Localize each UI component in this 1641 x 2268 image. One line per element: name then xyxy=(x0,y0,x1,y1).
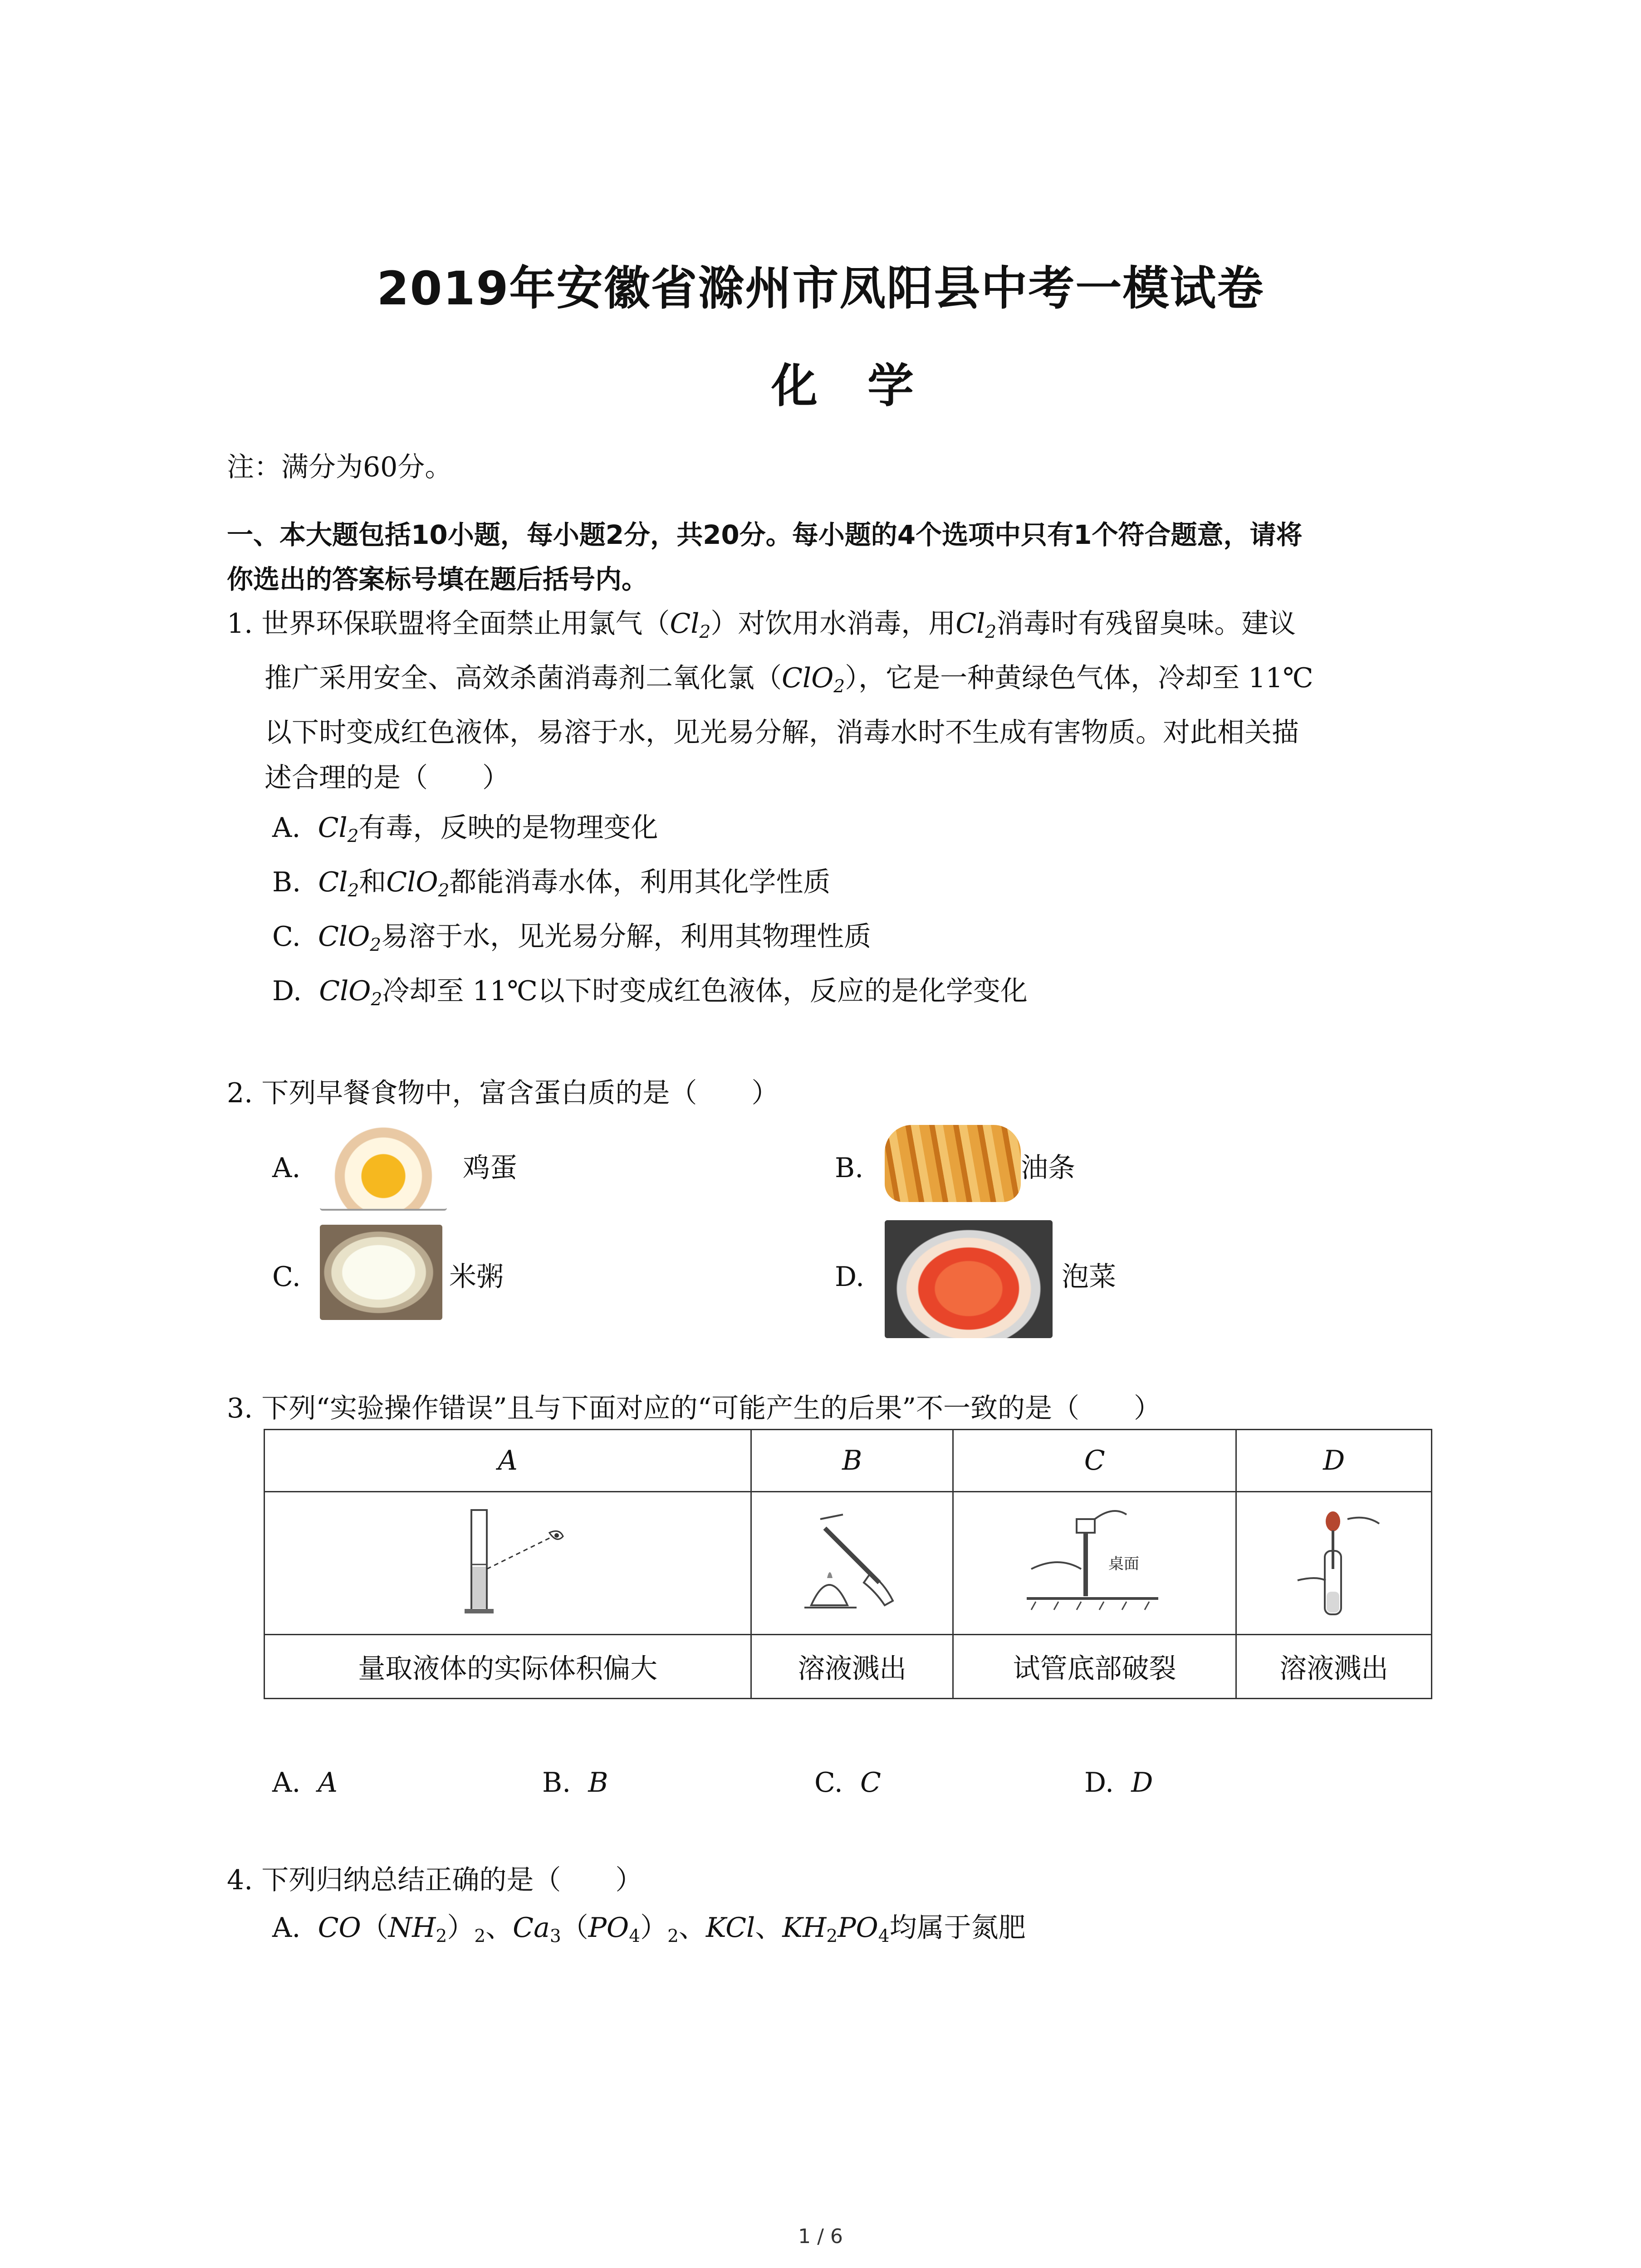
desk-label: 桌面 xyxy=(1108,1554,1139,1573)
q4-stem: 4. 下列归纳总结正确的是（ ） xyxy=(227,1864,643,1896)
q2-option-b-label: B. xyxy=(835,1152,864,1184)
q2-option-c-label: C. xyxy=(272,1261,301,1293)
consequence-d: 溶液溅出 xyxy=(1236,1635,1432,1699)
page-number: 1 / 6 xyxy=(798,2225,843,2248)
table-picture-row xyxy=(265,1492,1432,1635)
q3-option-b: B. B xyxy=(542,1767,608,1799)
table-header-row xyxy=(265,1430,1432,1492)
chem-formula: ClO$_2$ xyxy=(318,921,382,956)
chem-formula: ClO$_2$ xyxy=(386,866,450,901)
q1-line4: 述合理的是（ ） xyxy=(265,762,509,794)
q1-line3: 以下时变成红色液体，易溶于水，见光易分解，消毒水时不生成有害物质。对此相关描 xyxy=(265,717,1299,748)
kimchi-image xyxy=(885,1220,1053,1338)
q1-option-c: C. ClO$_2$易溶于水，见光易分解，利用其物理性质 xyxy=(272,921,872,956)
chem-formula: $Cl_2$ xyxy=(318,866,359,901)
section1-line2: 你选出的答案标号填在题后括号内。 xyxy=(227,564,648,595)
page-title: 2019年安徽省滁州市凤阳县中考一模试卷 xyxy=(377,262,1264,316)
graduated-cylinder-illustration xyxy=(265,1492,751,1635)
header-a: A xyxy=(265,1430,751,1492)
consequence-a: 量取液体的实际体积偏大 xyxy=(265,1635,751,1699)
header-b: B xyxy=(751,1430,953,1492)
q2-stem: 2. 下列早餐食物中，富含蛋白质的是（ ） xyxy=(227,1077,779,1109)
consequence-b: 溶液溅出 xyxy=(751,1635,953,1699)
tube-on-desk-illustration xyxy=(953,1492,1236,1635)
subject-title: 化学 xyxy=(771,359,964,413)
chem-formula: ClO$_2$ xyxy=(782,662,845,697)
score-note: 注：满分为60分。 xyxy=(227,451,452,483)
q2-option-b-text: 油条 xyxy=(1021,1152,1075,1184)
q3-option-a: A. A xyxy=(272,1767,338,1799)
q2-option-a-label: A. xyxy=(272,1152,301,1184)
q1-line1: 1. 世界环保联盟将全面禁止用氯气$(Cl_2)$对饮用水消毒，用$Cl_2$消毒时有残留臭味。建议 xyxy=(227,608,1296,643)
youtiao-image xyxy=(885,1125,1021,1202)
experiment-table xyxy=(264,1429,1432,1699)
table-consequence-row xyxy=(265,1635,1432,1699)
q1-option-a: A. $Cl_2$有毒，反映的是物理变化 xyxy=(272,812,658,847)
heating-tube-illustration xyxy=(751,1492,953,1635)
header-c: C xyxy=(953,1430,1236,1492)
section1-line1: 一、本大题包括10小题，每小题2分，共20分。每小题的4个选项中只有1个符合题意，请将 xyxy=(227,519,1303,550)
q1-option-d: D. ClO$_2$冷却至 11℃以下时变成红色液体，反应的是化学变化 xyxy=(272,975,1028,1010)
chem-formula: $Cl_2$ xyxy=(955,608,997,643)
consequence-c: 试管底部破裂 xyxy=(953,1635,1236,1699)
q4-option-a: A. $CO(NH_2)_2$、$Ca_3(PO_4)_2$、KCl、$KH_2PO_4$均属于氮肥 xyxy=(272,1912,1026,1947)
q1-option-b: B. $Cl_2$和ClO$_2$都能消毒水体，利用其化学性质 xyxy=(272,866,831,901)
header-d: D xyxy=(1236,1430,1432,1492)
chem-formula: ClO$_2$ xyxy=(319,975,382,1010)
q2-option-d-label: D. xyxy=(835,1261,865,1293)
chem-formula: $Cl_2$ xyxy=(318,812,359,847)
q2-option-a-text: 鸡蛋 xyxy=(463,1152,517,1184)
q2-option-d-text: 泡菜 xyxy=(1062,1261,1116,1293)
chem-formula: $Cl_2$ xyxy=(670,608,711,643)
porridge-image xyxy=(320,1225,442,1320)
q3-option-c: C. C xyxy=(814,1767,881,1799)
q1-line2: 推广采用安全、高效杀菌消毒剂二氧化氯（ClO$_2$），它是一种黄绿色气体，冷却至 11℃ xyxy=(265,662,1313,697)
q3-stem: 3. 下列“实验操作错误”且与下面对应的“可能产生的后果”不一致的是（ ） xyxy=(227,1393,1161,1424)
q2-option-c-text: 米粥 xyxy=(449,1261,504,1293)
dropper-illustration xyxy=(1236,1492,1432,1635)
q3-option-d: D. D xyxy=(1084,1767,1153,1799)
egg-image xyxy=(320,1123,447,1211)
